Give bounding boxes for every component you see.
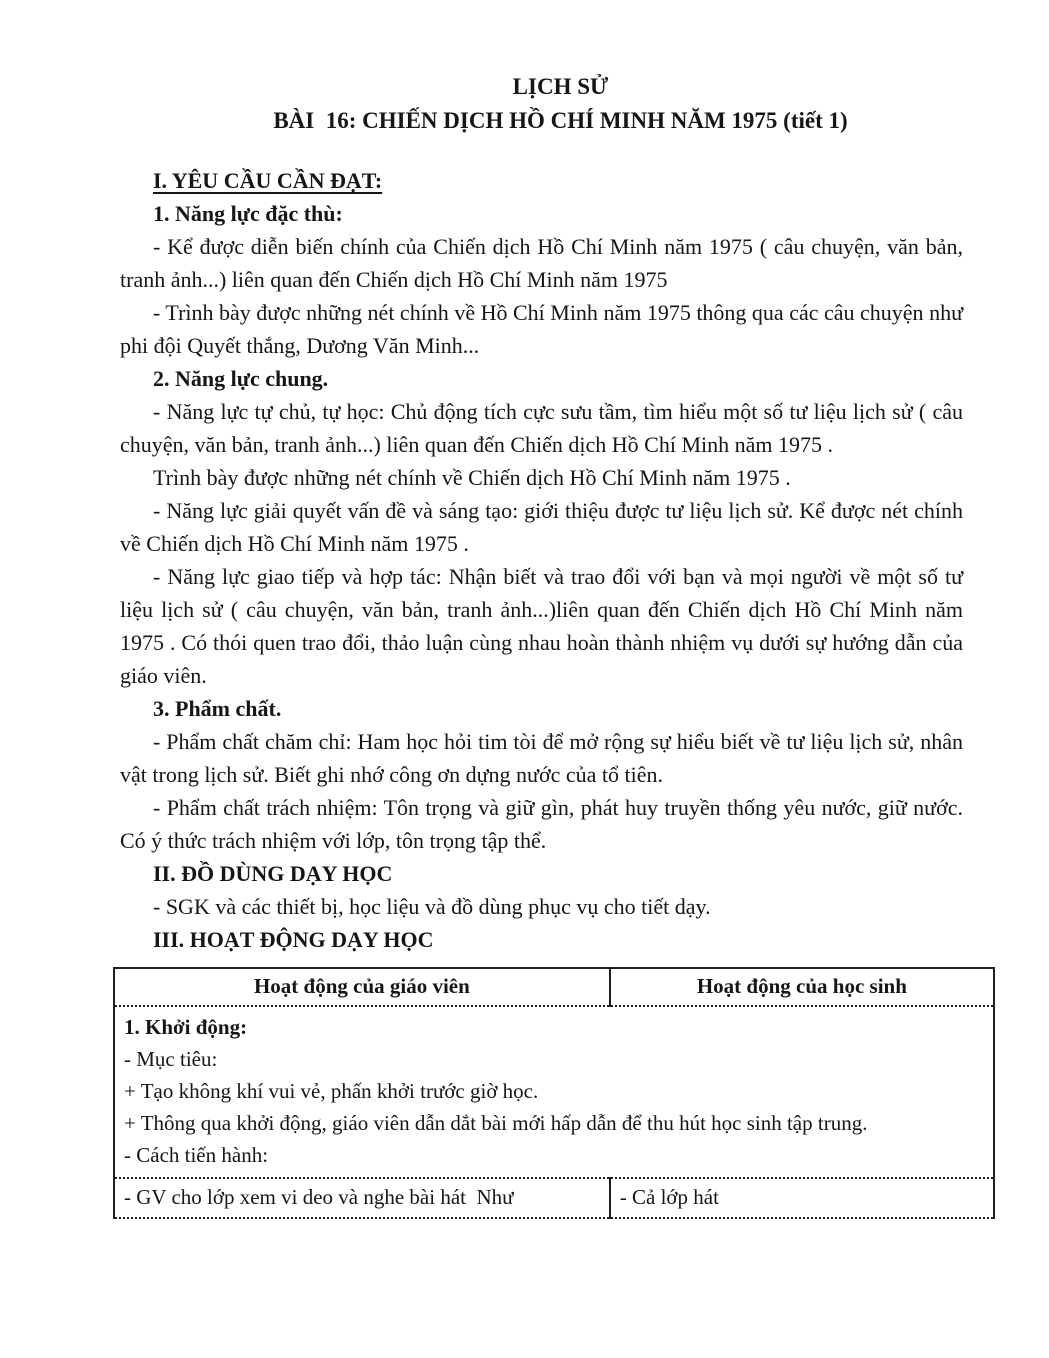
text-line: - Mục tiêu: (124, 1047, 218, 1071)
section-heading-teaching-aids: II. ĐỒ DÙNG DẠY HỌC (153, 861, 393, 886)
table-row-warmup (114, 1006, 994, 1178)
warmup-section-cell (114, 1006, 994, 1178)
paragraph: Trình bày được những nét chính về Chiến dịch Hồ Chí Minh năm 1975 . (153, 465, 791, 490)
student-activity-cell: - Cả lớp hát (610, 1178, 994, 1218)
section-heading-requirements: I. YÊU CẦU CẦN ĐẠT: (153, 168, 383, 193)
paragraph: - Năng lực tự chủ, tự học: Chủ động tích cực sưu tầm, tìm hiểu một số tư liệu lịch sử ( câu chuyện, văn bản, tranh ảnh...) liên quan đến Chiến dịch Hồ Chí Minh năm 1975 . (120, 399, 963, 457)
section-heading-teaching-activities: III. HOẠT ĐỘNG DẠY HỌC (153, 927, 434, 952)
subject-title: LỊCH SỬ (512, 74, 609, 99)
paragraph: - Năng lực giải quyết vấn đề và sáng tạo: giới thiệu được tư liệu lịch sử. Kể được nét chính về Chiến dịch Hồ Chí Minh năm 1975 . (120, 498, 963, 556)
warmup-heading: 1. Khởi động: (124, 1015, 248, 1039)
paragraph: - Trình bày được những nét chính về Hồ Chí Minh năm 1975 thông qua các câu chuyện như phi đội Quyết thắng, Dương Văn Minh... (120, 300, 963, 358)
subheading-specific-competencies: 1. Năng lực đặc thù: (153, 201, 343, 226)
body-blocks (120, 164, 963, 956)
text-line: + Tạo không khí vui vẻ, phấn khởi trước giờ học. (124, 1079, 539, 1103)
text-line: + Thông qua khởi động, giáo viên dẫn dắt bài mới hấp dẫn để thu hút học sinh tập trung. (124, 1111, 868, 1135)
paragraph: - Kể được diễn biến chính của Chiến dịch Hồ Chí Minh năm 1975 ( câu chuyện, văn bản, tranh ảnh...) liên quan đến Chiến dịch Hồ Chí Minh năm 1975 (120, 234, 963, 292)
table-row-activity (114, 1178, 994, 1218)
teacher-activity-cell: - GV cho lớp xem vi deo và nghe bài hát Như (114, 1178, 610, 1218)
text-line: - Cách tiến hành: (124, 1143, 269, 1167)
subheading-general-competencies: 2. Năng lực chung. (153, 366, 329, 391)
document-content (120, 70, 963, 1219)
table-header-row (114, 968, 994, 1006)
document-header (120, 70, 963, 138)
student-column-header: Hoạt động của học sinh (610, 968, 994, 1006)
subheading-qualities: 3. Phẩm chất. (153, 696, 282, 721)
activities-table (113, 967, 995, 1219)
paragraph: - Phẩm chất chăm chỉ: Ham học hỏi tim tòi để mở rộng sự hiểu biết về tư liệu lịch sử, nhân vật trong lịch sử. Biết ghi nhớ công ơn dựng nước của tổ tiên. (120, 729, 963, 787)
paragraph: - Phẩm chất trách nhiệm: Tôn trọng và giữ gìn, phát huy truyền thống yêu nước, giữ nước. Có ý thức trách nhiệm với lớp, tôn trọng tập thể. (120, 795, 963, 853)
lesson-title: BÀI 16: CHIẾN DỊCH HỒ CHÍ MINH NĂM 1975 (tiết 1) (273, 108, 848, 133)
paragraph: - SGK và các thiết bị, học liệu và đồ dùng phục vụ cho tiết dạy. (153, 894, 711, 919)
paragraph: - Năng lực giao tiếp và hợp tác: Nhận biết và trao đổi với bạn và mọi người về một số tư liệu lịch sử ( câu chuyện, văn bản, tranh ảnh...)liên quan đến Chiến dịch Hồ Chí Minh năm 1975 . Có thói quen trao đổi, thảo luận cùng nhau hoàn thành nhiệm vụ dưới sự hướng dẫn của giáo viên. (120, 564, 963, 688)
teacher-column-header: Hoạt động của giáo viên (114, 968, 610, 1006)
